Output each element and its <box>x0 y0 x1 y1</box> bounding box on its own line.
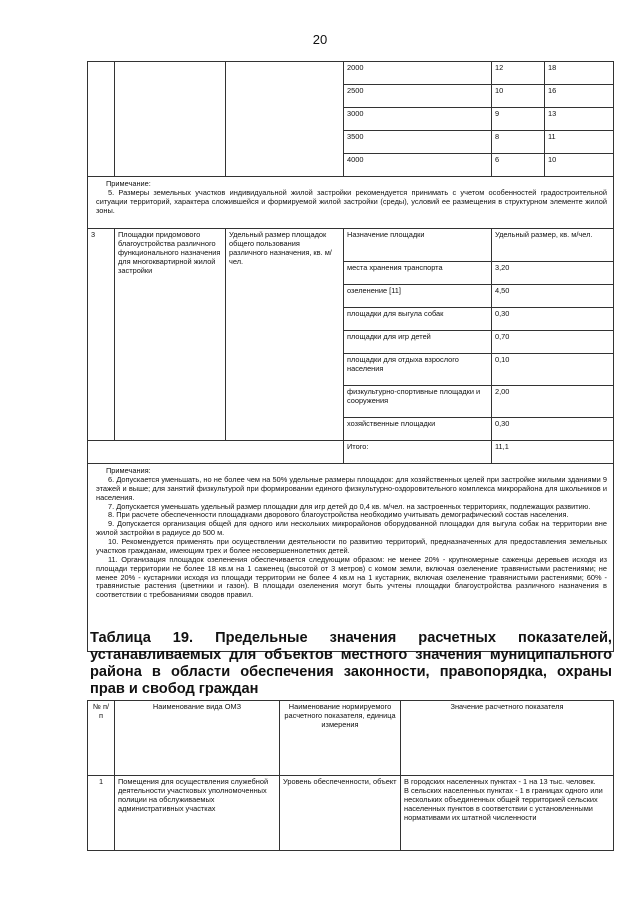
note-item: 8. При расчете обеспеченности площадками дворового благоустройства необходимо учитывать демографический состав населения. <box>108 510 569 520</box>
density-value: 13 <box>545 108 614 131</box>
size-cell: 0,30 <box>492 308 614 331</box>
value-rural: В сельских населенных пунктах - 1 в границах одного или нескольких объединенных общей территорией сельских населенных пунктов в соответствии с установленными нормативами их штатной численности <box>404 785 603 822</box>
note-item: 6. Допускается уменьшать, но не более чем на 50% удельные размеры площадок: для хозяйственных целей при застройке жилыми зданиями 9 этажей и выше; для занятий физкультурой при формировании единого физкультурно-оздоровительного комплекса микрорайона для школьников и населения. <box>96 474 607 502</box>
total-label: Итого: <box>344 441 492 464</box>
size-cell: 2,00 <box>492 386 614 418</box>
column-header: Назначение площадки <box>344 229 492 262</box>
density-value: 8 <box>492 131 545 154</box>
note-block <box>88 464 614 652</box>
total-value: 11,1 <box>492 441 614 464</box>
note-title: Примечание: <box>106 179 151 188</box>
density-value: 16 <box>545 85 614 108</box>
object-name: Помещения для осуществления служебной деятельности участковых уполномоченных полиции на обслуживаемых административных участках <box>115 776 280 851</box>
empty-cell <box>88 441 344 464</box>
size-cell: 0,30 <box>492 418 614 441</box>
indicator-value <box>401 776 614 851</box>
density-value: 3500 <box>344 131 492 154</box>
table-row <box>88 62 614 85</box>
density-value: 4000 <box>344 154 492 177</box>
note-item: 11. Организация площадок озеленения обеспечивается следующим образом: не менее 20% - крупномерные саженцы деревьев исходя из площади территории не более 18 кв.м на 1 саженец (высотой от 3 метров) с комом земли, включая озеленение травянистыми растениями; не менее 20% - кустарники исходя из площади территории не более 4 кв.м на 1 кустарник, включая озеленение травянистыми растениями; 60% - травянистые растения (цветники и газон). В площади озеленения могут быть учтены площадки благоустройства различного назначения в соответствии с требованиями сводов правил. <box>96 554 607 600</box>
density-value: 2500 <box>344 85 492 108</box>
row-number: 1 <box>88 776 115 851</box>
header-indicator: Наименование нормируемого расчетного показателя, единица измерения <box>280 701 401 776</box>
density-value: 12 <box>492 62 545 85</box>
object-name: Площадки придомового благоустройства различного функционального назначения для многоквартирной жилой застройки <box>115 229 226 441</box>
table-row <box>88 441 614 464</box>
purpose-cell: площадки для отдыха взрослого населения <box>344 354 492 386</box>
indicator-name: Уровень обеспеченности, объект <box>280 776 401 851</box>
purpose-cell: площадки для игр детей <box>344 331 492 354</box>
empty-cell <box>88 62 115 177</box>
density-value: 10 <box>545 154 614 177</box>
size-cell: 4,50 <box>492 285 614 308</box>
density-value: 9 <box>492 108 545 131</box>
empty-cell <box>226 62 344 177</box>
table-19 <box>87 700 614 851</box>
header-name: Наименование вида ОМЗ <box>115 701 280 776</box>
table-continuation <box>87 61 614 652</box>
density-value: 3000 <box>344 108 492 131</box>
table-row <box>88 229 614 262</box>
size-cell: 3,20 <box>492 262 614 285</box>
purpose-cell: физкультурно-спортивные площадки и сооружения <box>344 386 492 418</box>
header-value: Значение расчетного показателя <box>401 701 614 776</box>
table-header-row <box>88 701 614 776</box>
size-cell: 0,70 <box>492 331 614 354</box>
size-cell: 0,10 <box>492 354 614 386</box>
table-row <box>88 776 614 851</box>
purpose-cell: места хранения транспорта <box>344 262 492 285</box>
column-header: Удельный размер, кв. м/чел. <box>492 229 614 262</box>
indicator-name: Удельный размер площадок общего пользования различного назначения, кв. м/чел. <box>226 229 344 441</box>
note-row <box>88 464 614 652</box>
density-value: 10 <box>492 85 545 108</box>
page-number: 20 <box>312 32 328 47</box>
value-urban: В городских населенных пунктах - 1 на 13 тыс. человек. <box>404 777 596 786</box>
purpose-cell: озеленение [11] <box>344 285 492 308</box>
header-num: № п/п <box>88 701 115 776</box>
table-19-heading: Таблица 19. Предельные значения расчетных показателей, устанавливаемых для объектов местного значения муниципального района в области обеспечения законности, правопорядка, охраны прав и свобод граждан <box>90 630 612 697</box>
note-row <box>88 177 614 229</box>
note-item: 5. Размеры земельных участков индивидуальной жилой застройки рекомендуется принимать с учетом особенностей градостроительной ситуации территорий, характера сложившейся и формируемой жилой застройки (среды), условий ее размещения в структурном элементе жилой зоны. <box>96 187 607 215</box>
density-value: 6 <box>492 154 545 177</box>
note-block <box>88 177 614 229</box>
empty-cell <box>115 62 226 177</box>
density-value: 18 <box>545 62 614 85</box>
row-number: 3 <box>88 229 115 441</box>
note-item: 7. Допускается уменьшать удельный размер площадки для игр детей до 0,4 кв. м/чел. на застроенных территориях, подлежащих развитию. <box>108 501 591 511</box>
density-value: 11 <box>545 131 614 154</box>
note-item: 9. Допускается организация общей для одного или нескольких микрорайонов оборудованной площадки для выгула собак на территории вне жилой застройки в радиусе до 500 м. <box>96 519 607 538</box>
density-value: 2000 <box>344 62 492 85</box>
purpose-cell: площадки для выгула собак <box>344 308 492 331</box>
note-title: Примечания: <box>106 466 151 475</box>
purpose-cell: хозяйственные площадки <box>344 418 492 441</box>
note-item: 10. Рекомендуется применять при осуществлении деятельности по развитию территорий, предназначенных для предоставления земельных участков гражданам, имеющим трех и более несовершеннолетних детей. <box>96 537 607 555</box>
